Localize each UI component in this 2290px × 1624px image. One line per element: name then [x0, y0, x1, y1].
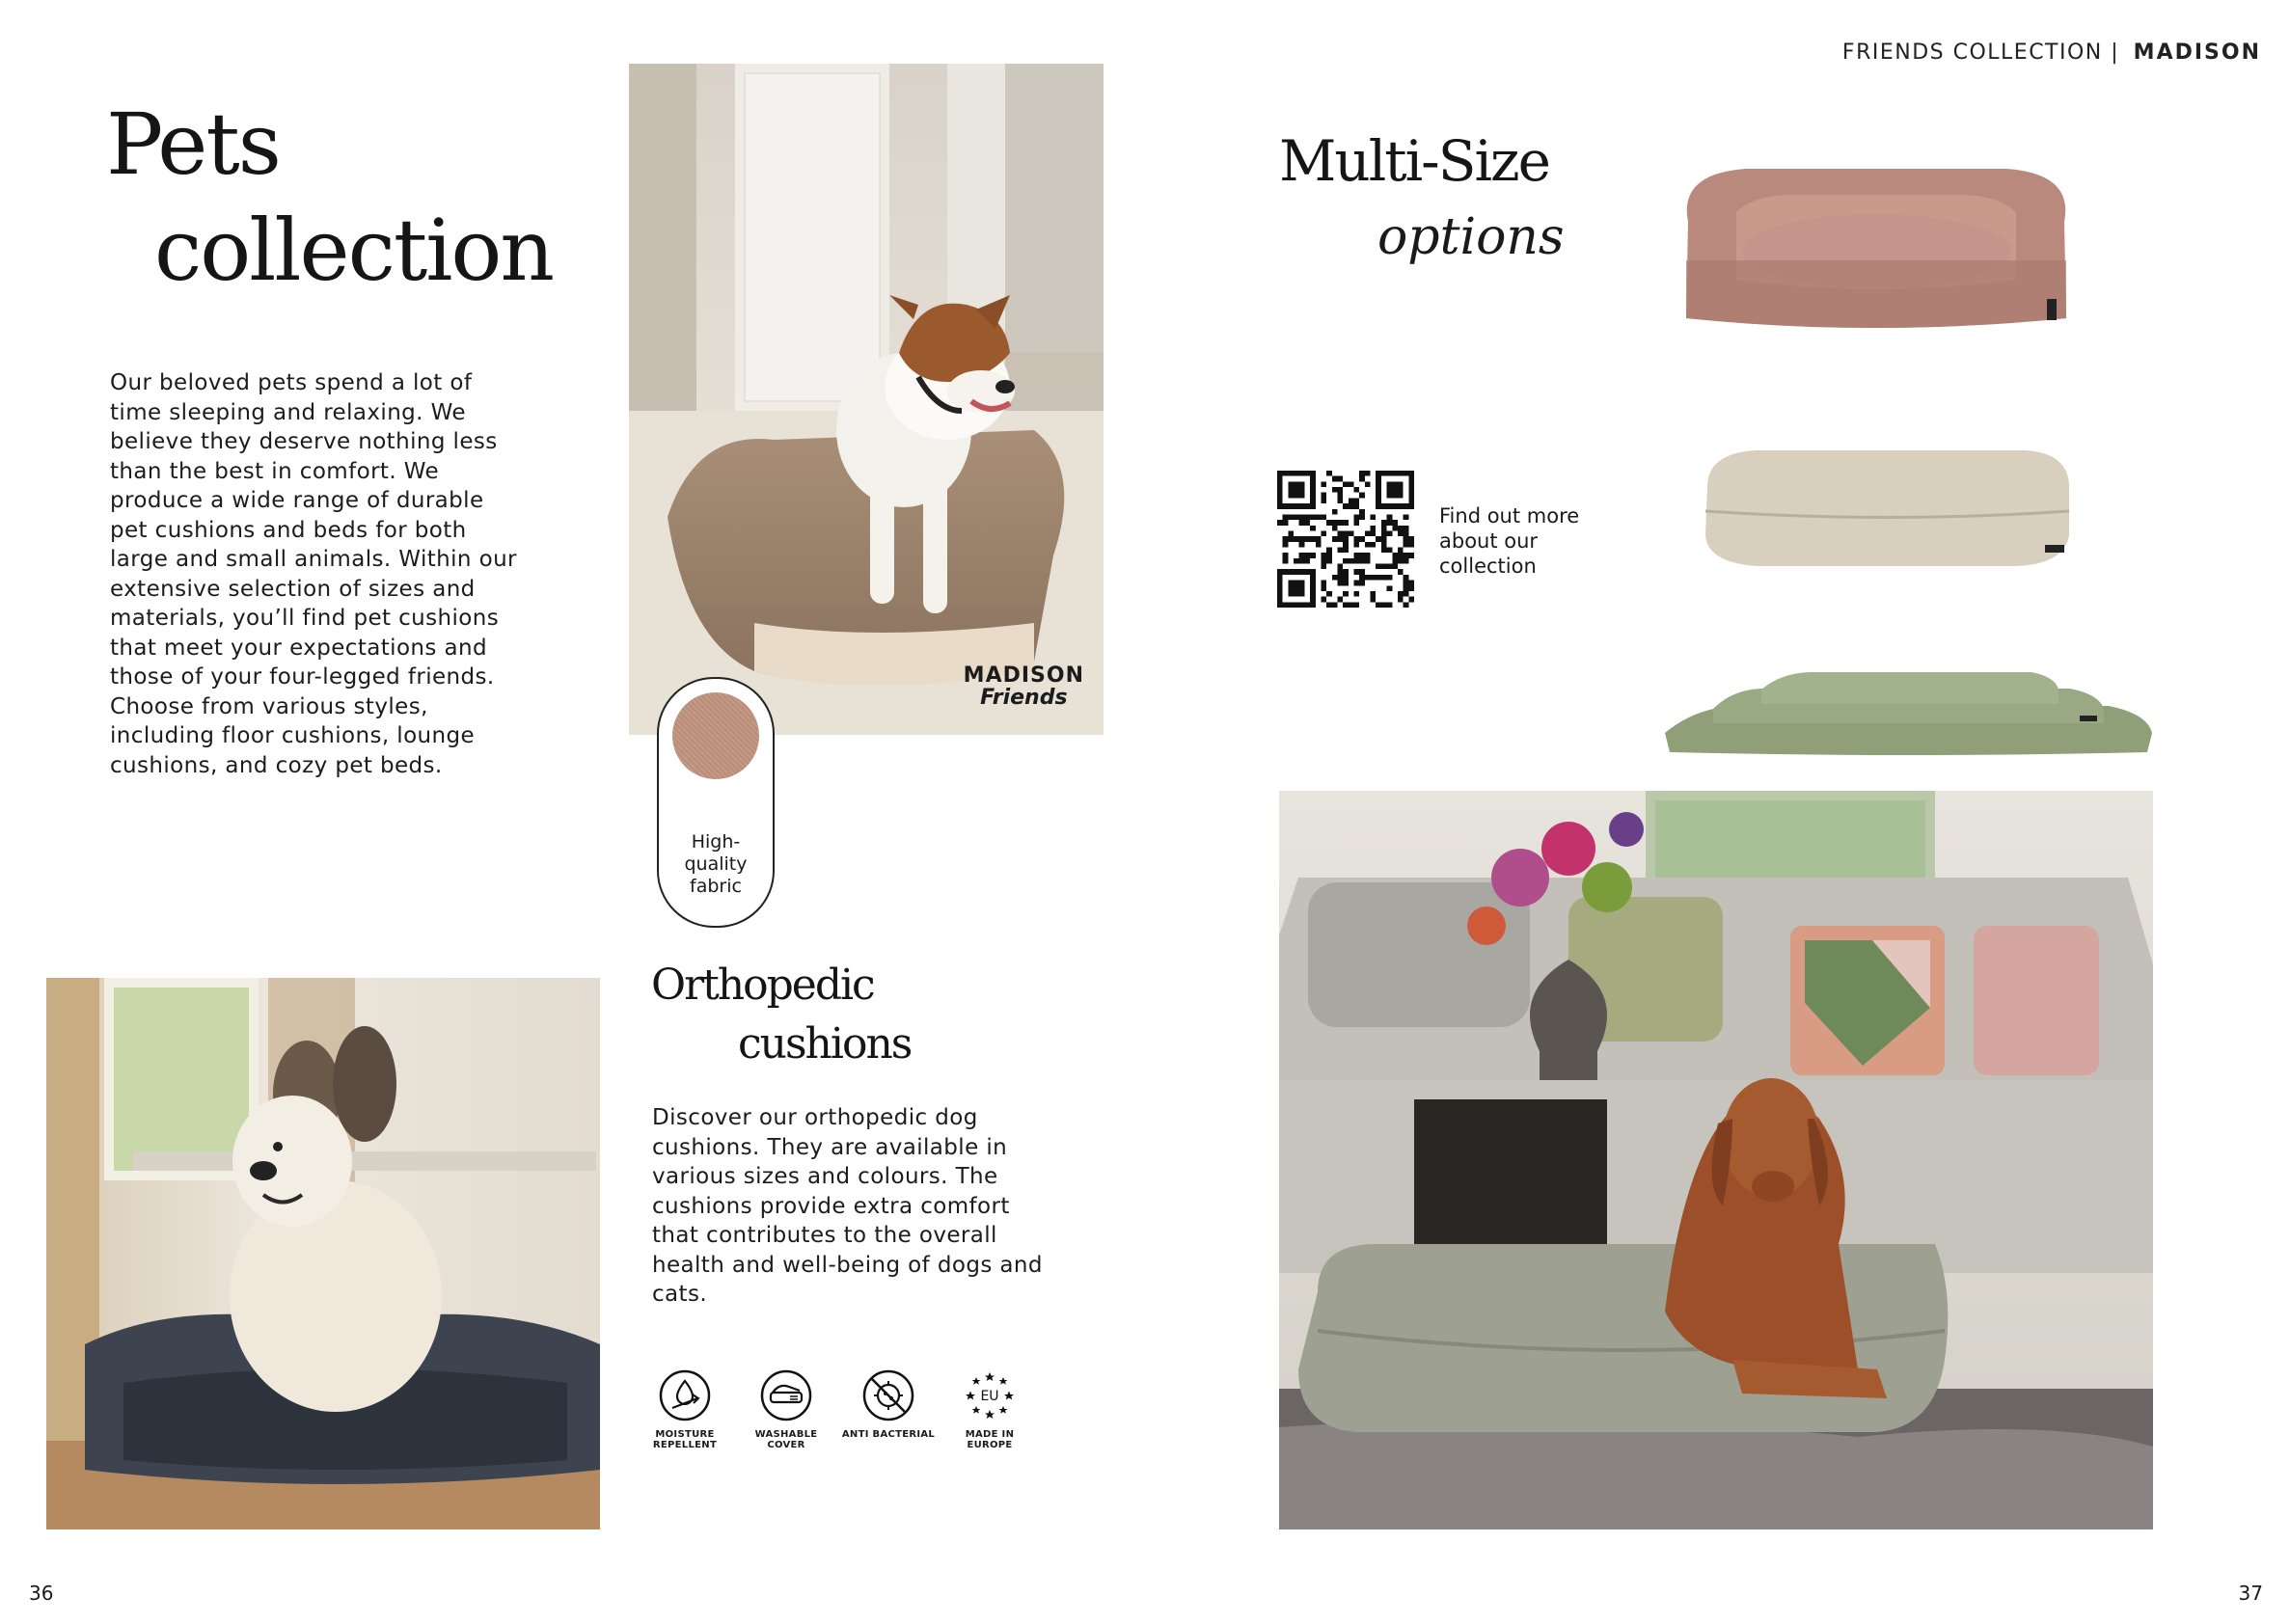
feature-washable-cover — [738, 1369, 834, 1450]
fabric-badge-label: High-quality fabric — [684, 831, 748, 897]
photo-jack-russell — [629, 64, 1104, 735]
anti-bacterial-icon — [862, 1369, 914, 1421]
photo-vizsla-sofa — [1279, 791, 2153, 1529]
moisture-repellent-icon — [659, 1369, 711, 1421]
feature-label: WASHABLE COVER — [754, 1429, 818, 1450]
pets-body: Our beloved pets spend a lot of time sleeping and relaxing. We believe they deserve nothing less than the best in comfort. We produce a wide range of durable pet cushions and beds for both large and small animals. Within our extensive selection of sizes and materials, you’ll find pet cushions that meet your expectations and those of your four-legged friends. Choose from various styles, including floor cushions, lounge cushions, and cozy pet beds. — [110, 370, 517, 778]
washable-cover-icon — [760, 1369, 812, 1421]
page-number-left: 36 — [29, 1582, 54, 1605]
fabric-swatch — [672, 692, 759, 779]
eu-badge-text: EU — [980, 1389, 999, 1404]
feature-moisture-repellent — [637, 1369, 733, 1450]
product-green-mats — [1655, 656, 2157, 756]
fabric-badge — [657, 677, 775, 928]
photo-poodle-bed — [46, 978, 600, 1529]
orthopedic-body: Discover our orthopedic dog cushions. They are available in various sizes and colours. The cushions provide extra comfort that contributes to the overall health and well-being of dogs and cats. — [652, 1105, 1043, 1307]
orthopedic-title-line1: Orthopedic — [651, 961, 874, 1010]
photo-logo — [964, 663, 1084, 710]
pets-title-line1: Pets — [106, 95, 280, 194]
feature-label: MOISTURE REPELLENT — [652, 1429, 718, 1450]
pets-title-line2: collection — [154, 201, 554, 300]
photo-logo-brand: MADISON — [963, 663, 1084, 688]
feature-anti-bacterial — [840, 1369, 937, 1440]
made-in-europe-icon — [964, 1369, 1016, 1421]
header — [1842, 41, 2261, 65]
header-brand: MADISON — [2133, 41, 2261, 65]
qr-code[interactable] — [1277, 471, 1414, 608]
multisize-title: Multi-Size — [1279, 128, 1549, 194]
feature-label: ANTI BACTERIAL — [841, 1429, 936, 1440]
feature-label: MADE IN EUROPE — [965, 1429, 1015, 1450]
header-collection: FRIENDS COLLECTION | — [1841, 41, 2120, 65]
product-pink-bed — [1669, 154, 2084, 338]
qr-text: Find out more about our collection — [1439, 504, 1580, 578]
feature-made-in-europe — [941, 1369, 1038, 1450]
photo-logo-sub: Friends — [980, 686, 1068, 710]
orthopedic-title-line2: cushions — [738, 1019, 912, 1069]
product-beige-cushion — [1688, 439, 2084, 574]
multisize-subtitle: options — [1377, 208, 1565, 266]
page-number-right: 37 — [2238, 1582, 2263, 1605]
